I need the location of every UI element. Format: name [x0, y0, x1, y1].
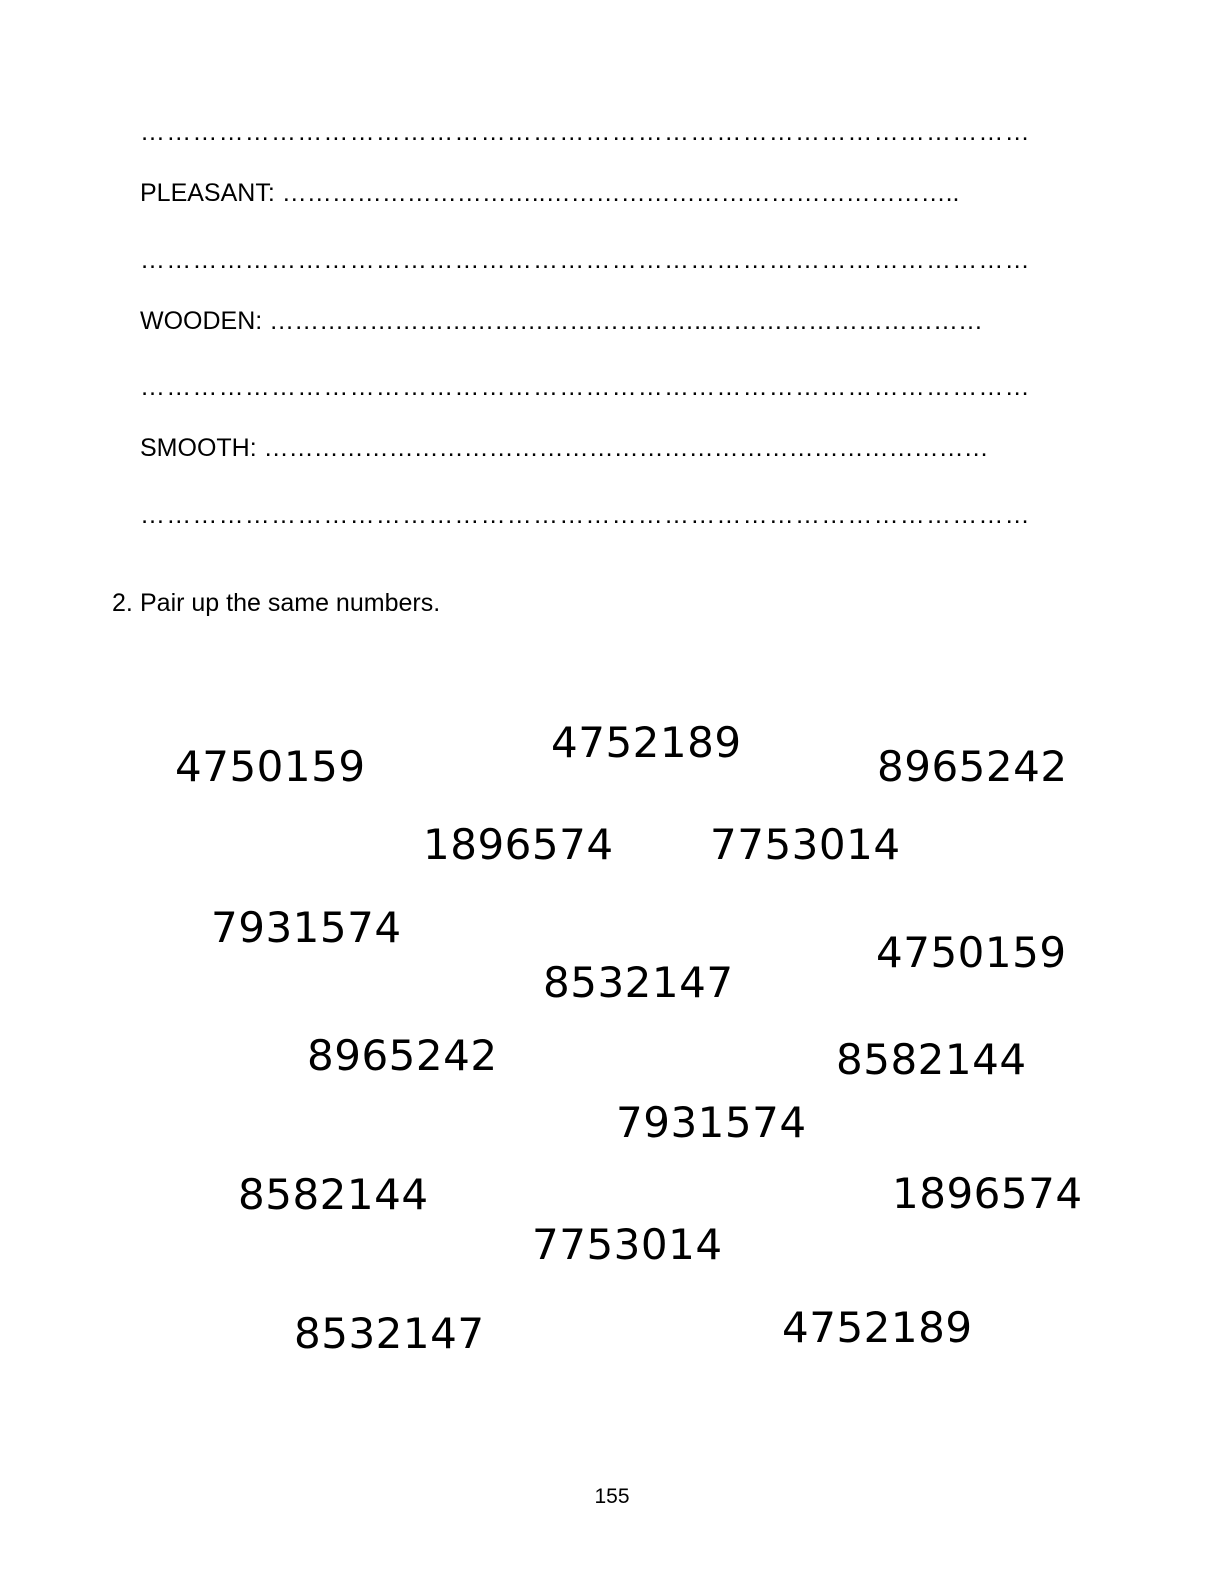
pleasant-answer-line: PLEASANT: …………………………..………………………………………….. [140, 179, 960, 207]
answer-dotted-line: ………………………………………………………………………………………… [140, 118, 1031, 146]
answer-dotted-line: ………………………………………………………………………………………… [140, 373, 1031, 401]
number-item: 7753014 [532, 1220, 723, 1269]
number-item: 1896574 [892, 1169, 1083, 1218]
number-item: 8965242 [307, 1031, 498, 1080]
question-2 [112, 588, 440, 618]
number-item: 8582144 [836, 1035, 1027, 1084]
smooth-answer-line: SMOOTH: …………………………………………………………………………… [140, 434, 989, 462]
wooden-answer-line: WOODEN: ……………………………………………..…………………………… [140, 307, 984, 335]
number-item: 8532147 [543, 958, 734, 1007]
number-item: 4750159 [175, 742, 366, 791]
number-item: 7931574 [211, 903, 402, 952]
page-number: 155 [594, 1485, 630, 1508]
number-item: 7753014 [710, 820, 901, 869]
answer-dotted-line: ………………………………………………………………………………………… [140, 246, 1031, 274]
question-text: Pair up the same numbers. [140, 589, 441, 617]
number-item: 8532147 [294, 1309, 485, 1358]
number-item: 8965242 [877, 742, 1068, 791]
answer-dotted-line: ………………………………………………………………………………………… [140, 501, 1031, 529]
number-item: 4752189 [782, 1303, 973, 1352]
number-item: 4752189 [551, 718, 742, 767]
number-item: 8582144 [238, 1170, 429, 1219]
number-item: 7931574 [616, 1098, 807, 1147]
number-item: 1896574 [423, 820, 614, 869]
question-number: 2. [112, 589, 133, 617]
number-item: 4750159 [876, 928, 1067, 977]
